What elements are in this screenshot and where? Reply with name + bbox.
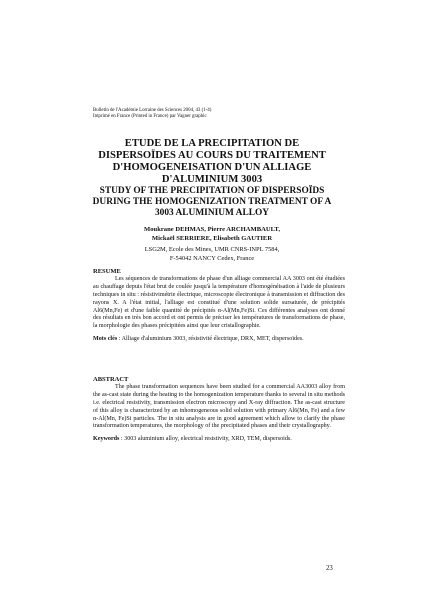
french-title-line: DISPERSOÏDES AU COURS DU TRAITEMENT (98, 150, 326, 161)
authors (100, 226, 324, 243)
abstract-heading: ABSTRACT (93, 376, 129, 383)
affiliation-line: LSG2M, Ecole des Mines, UMR CNRS-INPL 7584, (144, 246, 280, 253)
english-title-line: 3003 ALUMINIUM ALLOY (154, 208, 270, 218)
abstract-text: The phase transformation sequences have been studied for a commercial AA3003 alloy from the as-cast state during the heating to the homogenization temperature thanks to several in situ methods i.e. electrical resistivity, transmission electron microscopy and X-ray diffraction. The as-cast structure of this alloy is characterized by an inhomogeneous solid solution with primary Al6(Mn, Fe) and a few α-Al(Mn, Fe)Si particles. The in situ analysis are in good agreement which allow to clarify the phase transformation temperatures, the morphology of the precipitated phases and their crystallography. (93, 383, 345, 430)
affiliation-line: F-54042 NANCY Cedex, France (169, 254, 255, 262)
page-number: 23 (326, 565, 333, 572)
resume-section (93, 268, 345, 344)
abstract-keywords (93, 436, 345, 444)
english-title (86, 186, 338, 219)
french-title-line: D'ALUMINIUM 3003 (161, 174, 263, 185)
journal-header (93, 108, 353, 121)
french-title-line: ETUDE DE LA PRECIPITATION DE (124, 138, 300, 149)
authors-line: Moukrane DEHMAS, Pierre ARCHAMBAULT, (144, 226, 280, 233)
journal-header-line: Bulletin de l'Académie Lorraine des Sciences 2004, 43 (1-4) (93, 108, 212, 113)
resume-keywords (93, 336, 345, 344)
french-title (84, 138, 340, 186)
resume-keywords-text: : Alliage d'aluminium 3003, résistivité électrique, DRX, MET, dispersoïdes. (117, 336, 304, 343)
resume-heading: RESUME (93, 268, 121, 275)
abstract-section (93, 376, 345, 444)
french-title-line: D'HOMOGENEISATION D'UN ALLIAGE (112, 162, 312, 173)
affiliation (100, 246, 324, 263)
journal-header-line: Imprimé en France (Printed in France) par Vagner graphic (93, 114, 207, 120)
resume-keywords-label: Mots clés (93, 336, 118, 343)
authors-line: Mickaël SERRIERE, Elisabeth GAUTIER (151, 234, 273, 242)
english-title-line: DURING THE HOMOGENIZATION TREATMENT OF A (92, 197, 332, 207)
english-title-line: STUDY OF THE PRECIPITATION OF DISPERSOÏDS (99, 186, 325, 196)
resume-text: Les séquences de transformations de phase d'un alliage commercial AA 3003 ont été étudiées au chauffage depuis l'état brut de coulée jusqu'à la température d'homogénéisation à l'aide de plusieurs techniques in situ : résistivimétrie électrique, microscopie électronique à transmission et diffraction des rayons X. A l'état initial, l'alliage est constitué d'une solution solide sursaturée, de précipités Al6(Mn,Fe) et d'une faible quantité de précipités α-Al(Mn,Fe)Si. Ces différentes analyses ont donné des résultats en très bon accord et ont permis de préciser les températures de transformations de phase, la morphologie des phases précipitées ainsi que leur cristallographie. (93, 275, 345, 330)
abstract-keywords-text: : 3003 aluminium alloy, electrical resistivity, XRD, TEM, dispersoids. (119, 436, 292, 443)
abstract-keywords-label: Keywords (93, 436, 120, 443)
